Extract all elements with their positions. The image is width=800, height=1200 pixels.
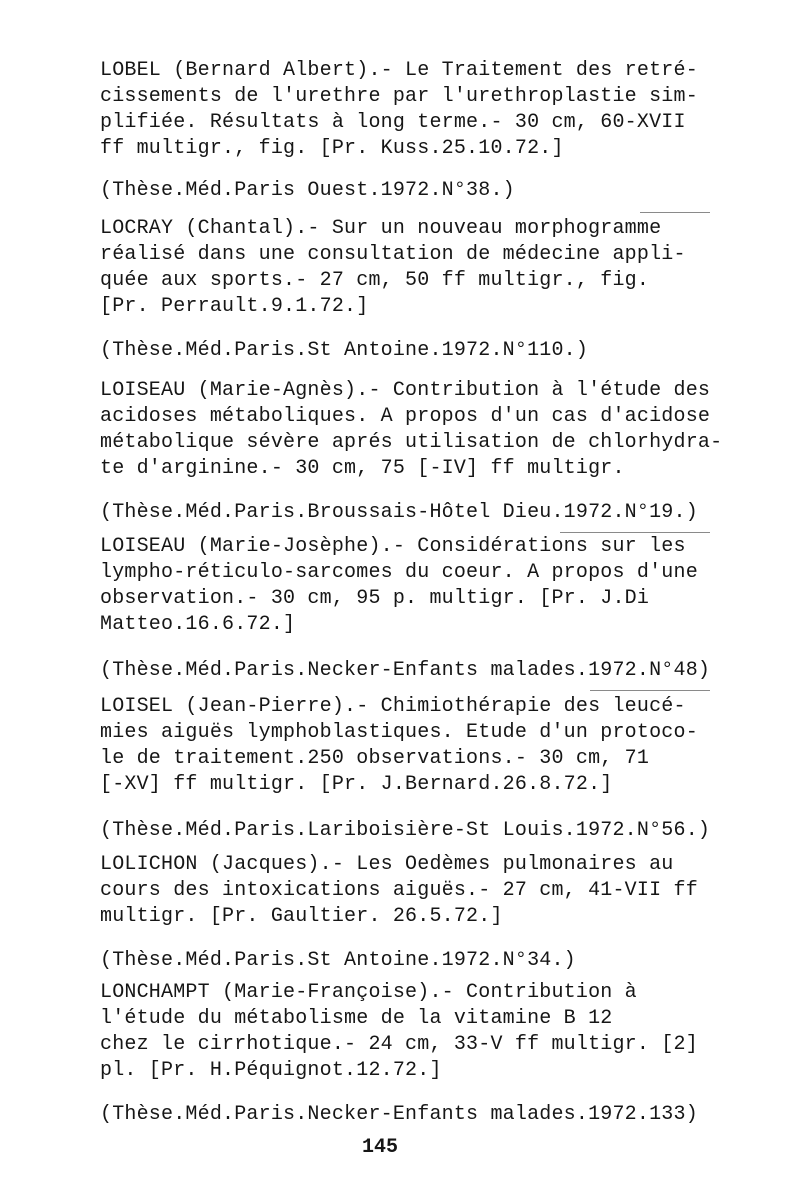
thesis-reference: (Thèse.Méd.Paris.Necker-Enfants malades.1972.N°48) <box>100 659 711 682</box>
entry-line: le de traitement.250 observations.- 30 cm, 71 <box>100 747 650 770</box>
entry-line: [Pr. Perrault.9.1.72.] <box>100 295 369 318</box>
thesis-reference: (Thèse.Méd.Paris.Broussais-Hôtel Dieu.1972.N°19.) <box>100 501 698 524</box>
bibliography-entry <box>100 980 740 1084</box>
entry-line: Matteo.16.6.72.] <box>100 613 296 636</box>
entry-line: l'étude du métabolisme de la vitamine B 12 <box>100 1007 613 1030</box>
thesis-reference: (Thèse.Méd.Paris.Lariboisière-St Louis.1972.N°56.) <box>100 819 711 842</box>
entry-line: réalisé dans une consultation de médecine appli- <box>100 243 686 266</box>
entry-line: [-XV] ff multigr. [Pr. J.Bernard.26.8.72.] <box>100 773 613 796</box>
entry-line: te d'arginine.- 30 cm, 75 [-IV] ff multigr. <box>100 457 625 480</box>
separator-rule <box>590 690 710 691</box>
entry-line: lympho-réticulo-sarcomes du coeur. A propos d'une <box>100 561 698 584</box>
separator-rule <box>640 212 710 213</box>
thesis-reference: (Thèse.Méd.Paris Ouest.1972.N°38.) <box>100 179 515 202</box>
entry-line: chez le cirrhotique.- 24 cm, 33-V ff multigr. [2] <box>100 1033 698 1056</box>
entry-line: multigr. [Pr. Gaultier. 26.5.72.] <box>100 905 503 928</box>
entry-line: ff multigr., fig. [Pr. Kuss.25.10.72.] <box>100 137 564 160</box>
bibliography-entry <box>100 852 740 930</box>
entry-line: LOBEL (Bernard Albert).- Le Traitement des retré- <box>100 59 698 82</box>
thesis-reference: (Thèse.Méd.Paris.St Antoine.1972.N°110.) <box>100 339 589 362</box>
entry-line: plifiée. Résultats à long terme.- 30 cm, 60-XVII <box>100 111 686 134</box>
entry-line: métabolique sévère aprés utilisation de chlorhydra- <box>100 431 723 454</box>
entry-line: observation.- 30 cm, 95 p. multigr. [Pr. J.Di <box>100 587 650 610</box>
page-number: 145 <box>361 1136 398 1159</box>
entry-line: pl. [Pr. H.Péquignot.12.72.] <box>100 1059 442 1082</box>
entry-line: LOCRAY (Chantal).- Sur un nouveau morphogramme <box>100 217 662 240</box>
bibliography-entry <box>100 216 740 320</box>
entry-line: LONCHAMPT (Marie-Françoise).- Contribution à <box>100 981 637 1004</box>
thesis-reference: (Thèse.Méd.Paris.St Antoine.1972.N°34.) <box>100 949 576 972</box>
separator-rule <box>560 532 710 533</box>
thesis-reference: (Thèse.Méd.Paris.Necker-Enfants malades.1972.133) <box>100 1103 698 1126</box>
bibliography-entry <box>100 58 740 162</box>
entry-line: LOLICHON (Jacques).- Les Oedèmes pulmonaires au <box>100 853 674 876</box>
entry-line: LOISEL (Jean-Pierre).- Chimiothérapie des leucé- <box>100 695 686 718</box>
entry-line: LOISEAU (Marie-Agnès).- Contribution à l'étude des <box>100 379 711 402</box>
bibliography-entry <box>100 694 740 798</box>
entry-line: LOISEAU (Marie-Josèphe).- Considérations sur les <box>100 535 686 558</box>
entry-line: mies aiguës lymphoblastiques. Etude d'un protoco- <box>100 721 698 744</box>
bibliography-entry <box>100 534 740 638</box>
entry-line: acidoses métaboliques. A propos d'un cas d'acidose <box>100 405 711 428</box>
entry-line: quée aux sports.- 27 cm, 50 ff multigr., fig. <box>100 269 650 292</box>
entry-line: cours des intoxications aiguës.- 27 cm, 41-VII ff <box>100 879 698 902</box>
bibliography-entry <box>100 378 740 482</box>
entry-line: cissements de l'urethre par l'urethroplastie sim- <box>100 85 698 108</box>
